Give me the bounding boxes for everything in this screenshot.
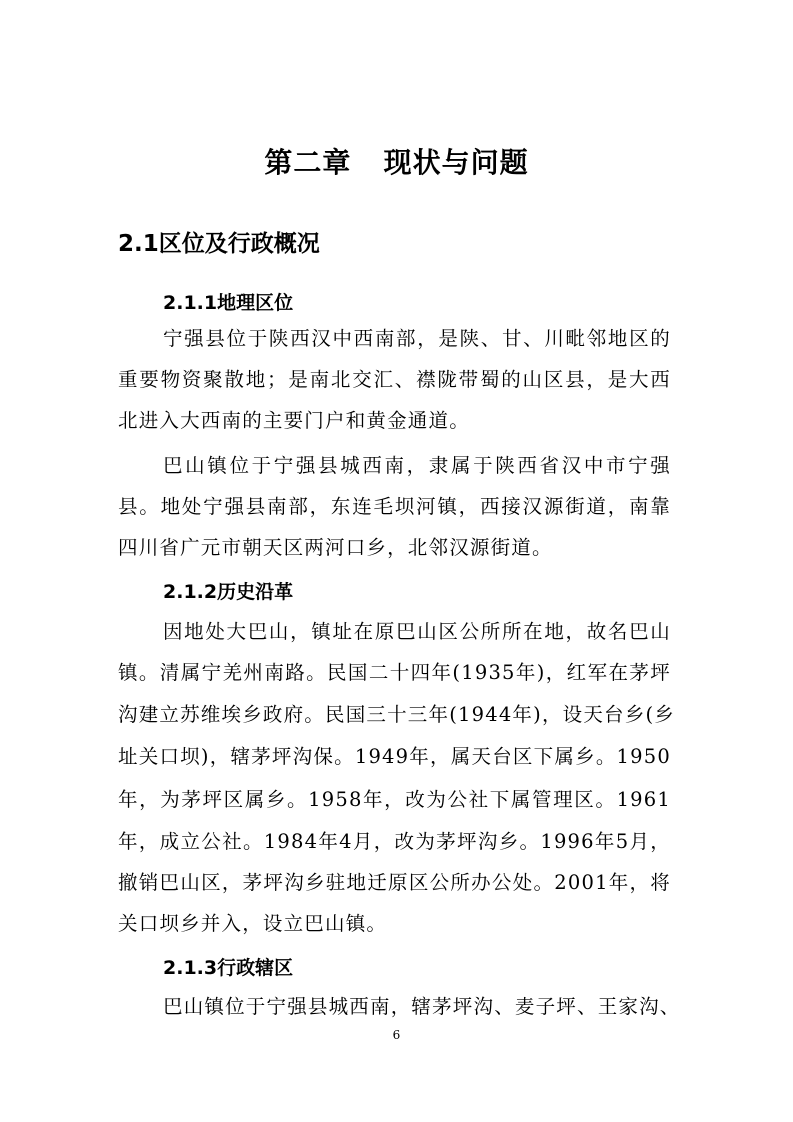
- paragraph-line: 沟建立苏维埃乡政府。民国三十三年(1944年)，设天台乡(乡: [118, 703, 675, 726]
- paragraph-line: 因地处大巴山，镇址在原巴山区公所所在地，故名巴山: [163, 620, 671, 643]
- paragraph-line: 址关口坝)，辖茅坪沟保。1949年，属天台区下属乡。1950: [118, 745, 671, 768]
- paragraph-line: 宁强县位于陕西汉中西南部，是陕、甘、川毗邻地区的: [163, 327, 671, 350]
- chapter-title: 第二章 现状与问题: [264, 146, 529, 179]
- subsection-heading: 2.1.1地理区位: [163, 292, 294, 314]
- paragraph-line: 巴山镇位于宁强县城西南，辖茅坪沟、麦子坪、王家沟、: [163, 995, 681, 1018]
- paragraph-line: 镇。清属宁羌州南路。民国二十四年(1935年)，红军在茅坪: [118, 661, 671, 684]
- section-heading: 2.1区位及行政概况: [118, 231, 320, 257]
- paragraph-line: 重要物资聚散地；是南北交汇、襟陇带蜀的山区县，是大西: [118, 368, 671, 391]
- paragraph-line: 年，为茅坪区属乡。1958年，改为公社下属管理区。1961: [118, 788, 671, 811]
- paragraph-line: 巴山镇位于宁强县城西南，隶属于陕西省汉中市宁强: [163, 454, 671, 477]
- paragraph-line: 北进入大西南的主要门户和黄金通道。: [118, 409, 470, 432]
- subsection-heading: 2.1.2历史沿革: [163, 581, 294, 603]
- paragraph-line: 县。地处宁强县南部，东连毛坝河镇，西接汉源街道，南靠: [118, 495, 671, 518]
- paragraph-line: 撤销巴山区，茅坪沟乡驻地迁原区公所办公处。2001年，将: [118, 871, 671, 894]
- subsection-heading: 2.1.3行政辖区: [163, 957, 294, 979]
- paragraph-line: 关口坝乡并入，设立巴山镇。: [118, 912, 388, 935]
- page-number: 6: [392, 1028, 401, 1042]
- paragraph-line: 年，成立公社。1984年4月，改为茅坪沟乡。1996年5月，: [118, 830, 671, 853]
- paragraph-line: 四川省广元市朝天区两河口乡，北邻汉源街道。: [118, 536, 553, 559]
